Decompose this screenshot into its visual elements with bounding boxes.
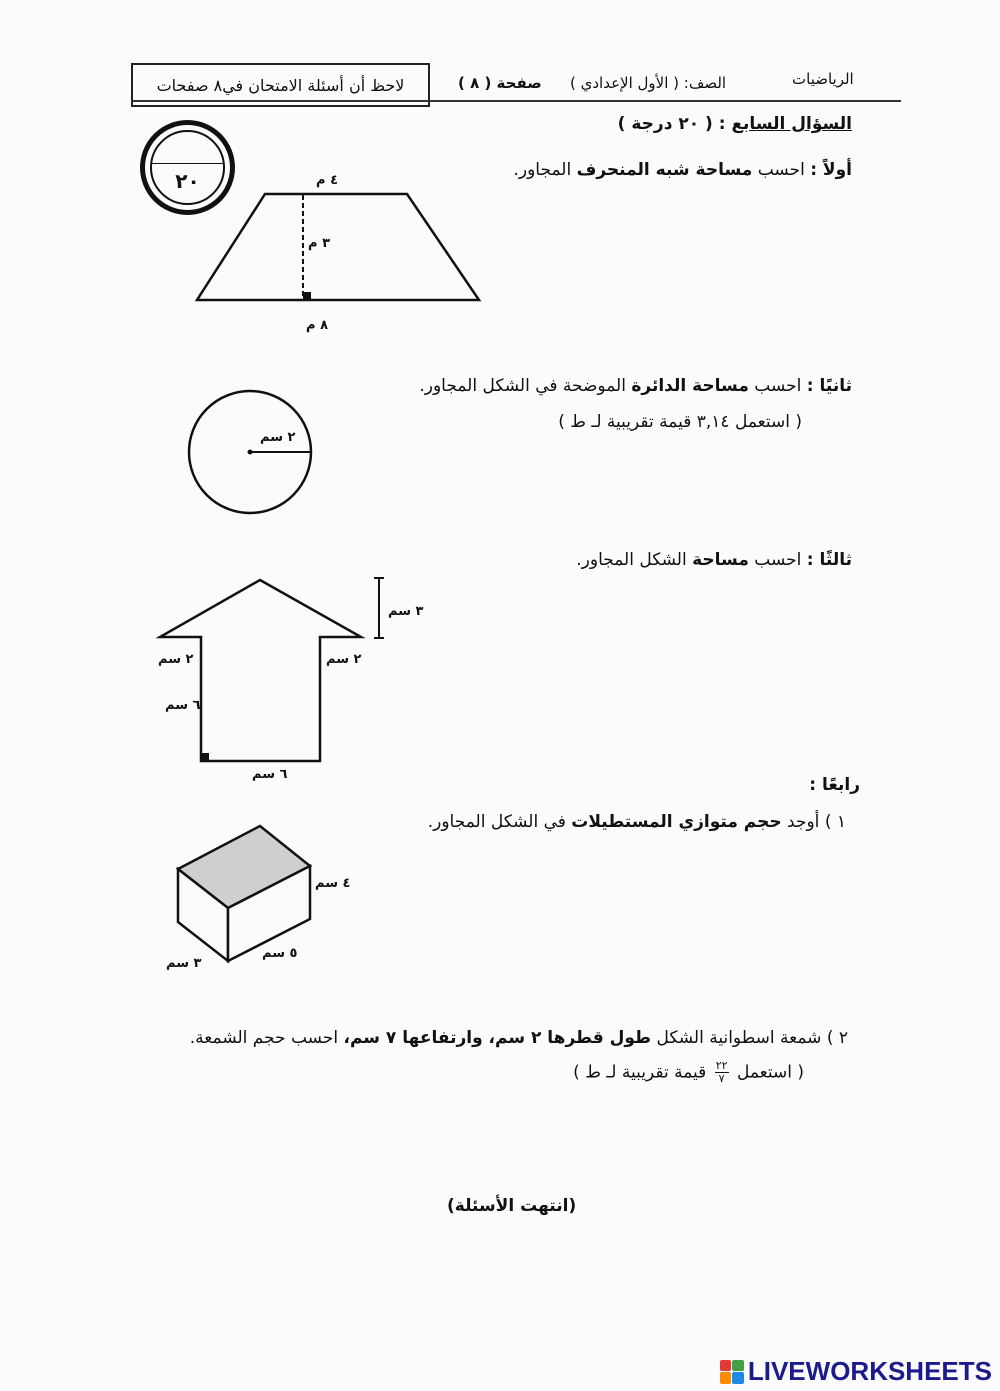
liveworksheets-logo (720, 1356, 992, 1387)
header-divider (131, 100, 901, 102)
circle-center (248, 450, 253, 455)
part2-prompt (419, 376, 852, 396)
arrow-base-label: ٦ سم (252, 767, 288, 782)
part4-item1-a: أوجد (787, 812, 820, 832)
part4-item2-num: ٢ ) (826, 1028, 848, 1048)
part4-item2-c: احسب حجم الشمعة. (189, 1028, 339, 1048)
question-marks: : ( ٢٠ درجة ) (617, 114, 726, 134)
part2-text-a: احسب (754, 376, 802, 396)
part2-text-b: مساحة الدائرة (631, 376, 749, 396)
part3-prompt (576, 550, 852, 570)
liveworksheets-logo-icon (720, 1360, 744, 1384)
part4-item2 (190, 1028, 848, 1048)
part3-text-c: الشكل المجاور. (576, 550, 687, 570)
fraction-numerator: ٢٢ (715, 1059, 728, 1072)
trapezoid-shape (197, 194, 479, 300)
arrow-figure (150, 570, 390, 770)
end-of-questions: (انتهت الأسئلة) (447, 1196, 577, 1216)
liveworksheets-logo-text: LIVEWORKSHEETS (747, 1356, 992, 1386)
cuboid-height-label: ٤ سم (315, 876, 351, 891)
arrow-right-angle-marker (201, 753, 209, 761)
trapezoid-top-label: ٤ م (316, 173, 338, 188)
part4-prefix: رابعًا : (809, 775, 860, 795)
part4-item2-b: طول قطرها ٢ سم، وارتفاعها ٧ سم، (343, 1028, 652, 1048)
part4-item1-num: ١ ) (824, 812, 846, 832)
part4-item2-hint-a: ( استعمل (736, 1062, 804, 1083)
part2-prefix: ثانيًا : (806, 376, 852, 396)
circle-figure (186, 388, 316, 518)
question-title (618, 114, 852, 134)
part4-item2-hint (573, 1060, 804, 1085)
part1-text-b: مساحة شبه المنحرف (576, 160, 753, 180)
page-notice: لاحظ أن أسئلة الامتحان في٨ صفحات (156, 75, 405, 95)
part4-item2-hint-b: قيمة تقريبية لـ ط ) (573, 1062, 707, 1083)
part4-item1 (428, 812, 846, 832)
part1-prefix: أولاً : (810, 160, 852, 180)
cuboid-length-label: ٥ سم (262, 946, 298, 961)
part4-item1-b: حجم متوازي المستطيلات (571, 812, 782, 832)
circle-radius-label: ٢ سم (260, 430, 296, 445)
question-title-text: السؤال السابع (731, 114, 852, 134)
part3-prefix: ثالثًا : (806, 550, 852, 570)
cuboid-figure (170, 818, 320, 968)
part3-text-b: مساحة (692, 550, 749, 570)
arrow-right-overhang-label: ٢ سم (326, 652, 362, 667)
fraction-22-7 (715, 1060, 729, 1085)
trapezoid-figure (190, 185, 490, 310)
page-number: صفحة ( ٨ ) (458, 74, 542, 92)
grade-label: الصف: ( الأول الإعدادي ) (570, 74, 727, 92)
arrow-height-label: ٣ سم (388, 604, 424, 619)
score-value: ٢٠ (175, 168, 200, 193)
part1-text-a: احسب (757, 160, 805, 180)
fraction-denominator: ٧ (718, 1072, 725, 1085)
subject-label: الرياضيات (792, 70, 854, 88)
trapezoid-height-label: ٣ م (308, 236, 330, 251)
right-angle-marker (303, 292, 311, 300)
part1-prompt (513, 160, 852, 180)
cuboid-width-label: ٣ سم (166, 956, 202, 971)
arrow-shape (160, 580, 361, 761)
part4-item1-c: في الشكل المجاور. (427, 812, 566, 832)
part3-text-a: احسب (754, 550, 802, 570)
trapezoid-bottom-label: ٨ م (306, 318, 328, 333)
part2-hint: ( استعمل ٣,١٤ قيمة تقريبية لـ ط ) (558, 412, 802, 432)
arrow-side-label: ٦ سم (165, 698, 201, 713)
part2-text-c: الموضحة في الشكل المجاور. (419, 376, 626, 396)
score-circle-divider (152, 163, 223, 164)
arrow-left-overhang-label: ٢ سم (158, 652, 194, 667)
part1-text-c: المجاور. (513, 160, 572, 180)
part4-item2-a: شمعة اسطوانية الشكل (656, 1028, 822, 1048)
